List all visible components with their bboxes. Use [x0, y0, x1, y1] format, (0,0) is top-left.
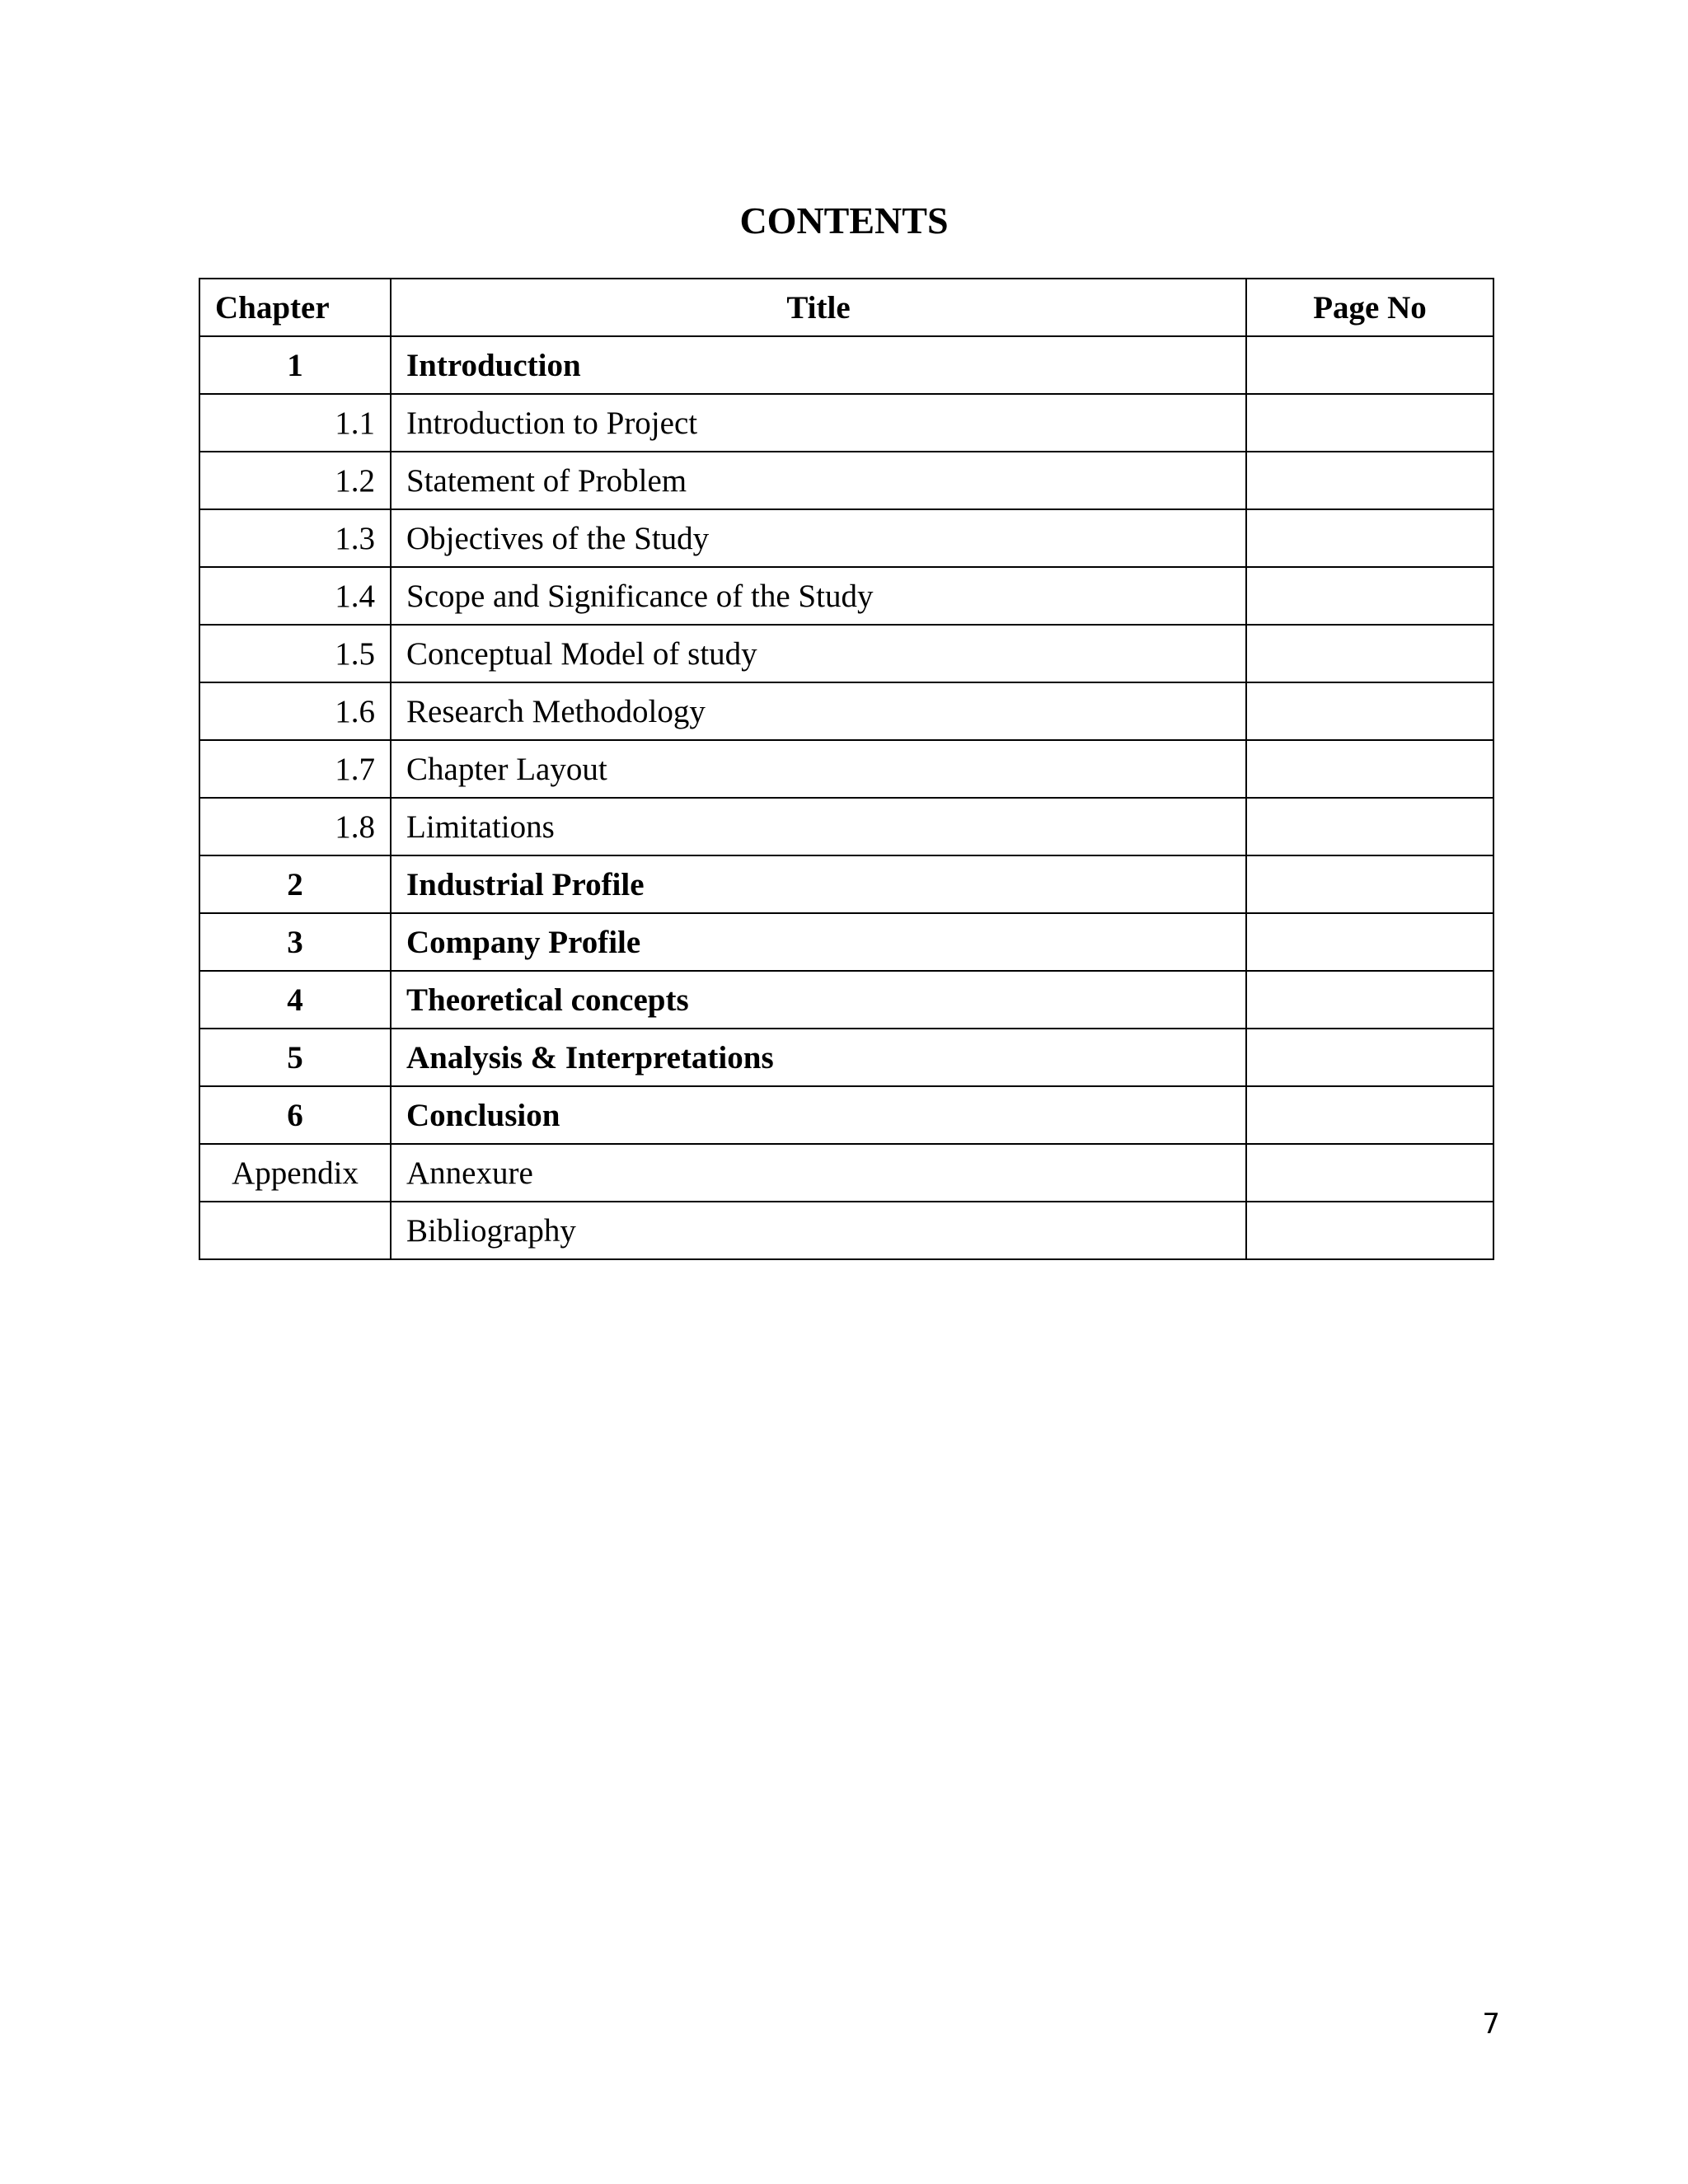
page-no-cell — [1246, 394, 1493, 452]
table-row — [199, 336, 1493, 394]
title-cell: Limitations — [391, 798, 1246, 855]
chapter-cell: 5 — [199, 1029, 391, 1086]
title-cell: Conclusion — [391, 1086, 1246, 1144]
page-no-cell — [1246, 1029, 1493, 1086]
title-cell: Bibliography — [391, 1202, 1246, 1259]
page-title: CONTENTS — [739, 199, 949, 241]
page-no-cell — [1246, 855, 1493, 913]
page-no-cell — [1246, 567, 1493, 625]
chapter-cell: 6 — [199, 1086, 391, 1144]
table-row — [199, 509, 1493, 567]
title-cell: Company Profile — [391, 913, 1246, 971]
chapter-cell: 1.1 — [199, 394, 391, 452]
page-no-cell — [1246, 336, 1493, 394]
page-no-cell — [1246, 1144, 1493, 1202]
title-cell: Statement of Problem — [391, 452, 1246, 509]
table-row — [199, 913, 1493, 971]
table-header-row — [199, 279, 1493, 336]
chapter-cell: 3 — [199, 913, 391, 971]
chapter-cell: Appendix — [199, 1144, 391, 1202]
title-cell: Annexure — [391, 1144, 1246, 1202]
chapter-cell: 1.4 — [199, 567, 391, 625]
page-no-cell — [1246, 913, 1493, 971]
page-no-cell — [1246, 1086, 1493, 1144]
page-no-cell — [1246, 740, 1493, 798]
table-body — [199, 336, 1493, 1259]
page-number: 7 — [1482, 2008, 1500, 2041]
table-row — [199, 1029, 1493, 1086]
page-no-cell — [1246, 452, 1493, 509]
table-row — [199, 740, 1493, 798]
table-row — [199, 855, 1493, 913]
column-header-title: Title — [391, 279, 1246, 336]
title-cell: Industrial Profile — [391, 855, 1246, 913]
table-row — [199, 394, 1493, 452]
page-no-cell — [1246, 682, 1493, 740]
title-cell: Conceptual Model of study — [391, 625, 1246, 682]
table-row — [199, 567, 1493, 625]
chapter-cell: 1.5 — [199, 625, 391, 682]
title-cell: Analysis & Interpretations — [391, 1029, 1246, 1086]
table-row — [199, 452, 1493, 509]
title-cell: Chapter Layout — [391, 740, 1246, 798]
chapter-cell: 4 — [199, 971, 391, 1029]
column-header-chapter: Chapter — [199, 279, 391, 336]
chapter-cell: 1.3 — [199, 509, 391, 567]
chapter-cell: 1 — [199, 336, 391, 394]
title-cell: Introduction — [391, 336, 1246, 394]
table-row — [199, 1144, 1493, 1202]
page-no-cell — [1246, 971, 1493, 1029]
title-cell: Theoretical concepts — [391, 971, 1246, 1029]
page-no-cell — [1246, 1202, 1493, 1259]
title-cell: Research Methodology — [391, 682, 1246, 740]
title-cell: Introduction to Project — [391, 394, 1246, 452]
page-no-cell — [1246, 625, 1493, 682]
table-row — [199, 798, 1493, 855]
chapter-cell — [199, 1202, 391, 1259]
chapter-cell: 1.8 — [199, 798, 391, 855]
chapter-cell: 1.7 — [199, 740, 391, 798]
table-row — [199, 1086, 1493, 1144]
chapter-cell: 1.6 — [199, 682, 391, 740]
table-row — [199, 625, 1493, 682]
column-header-page-no: Page No — [1246, 279, 1493, 336]
chapter-cell: 1.2 — [199, 452, 391, 509]
contents-table — [199, 278, 1494, 1260]
title-cell: Scope and Significance of the Study — [391, 567, 1246, 625]
table-row — [199, 971, 1493, 1029]
chapter-cell: 2 — [199, 855, 391, 913]
title-cell: Objectives of the Study — [391, 509, 1246, 567]
page-no-cell — [1246, 509, 1493, 567]
table-row — [199, 1202, 1493, 1259]
page-no-cell — [1246, 798, 1493, 855]
table-row — [199, 682, 1493, 740]
